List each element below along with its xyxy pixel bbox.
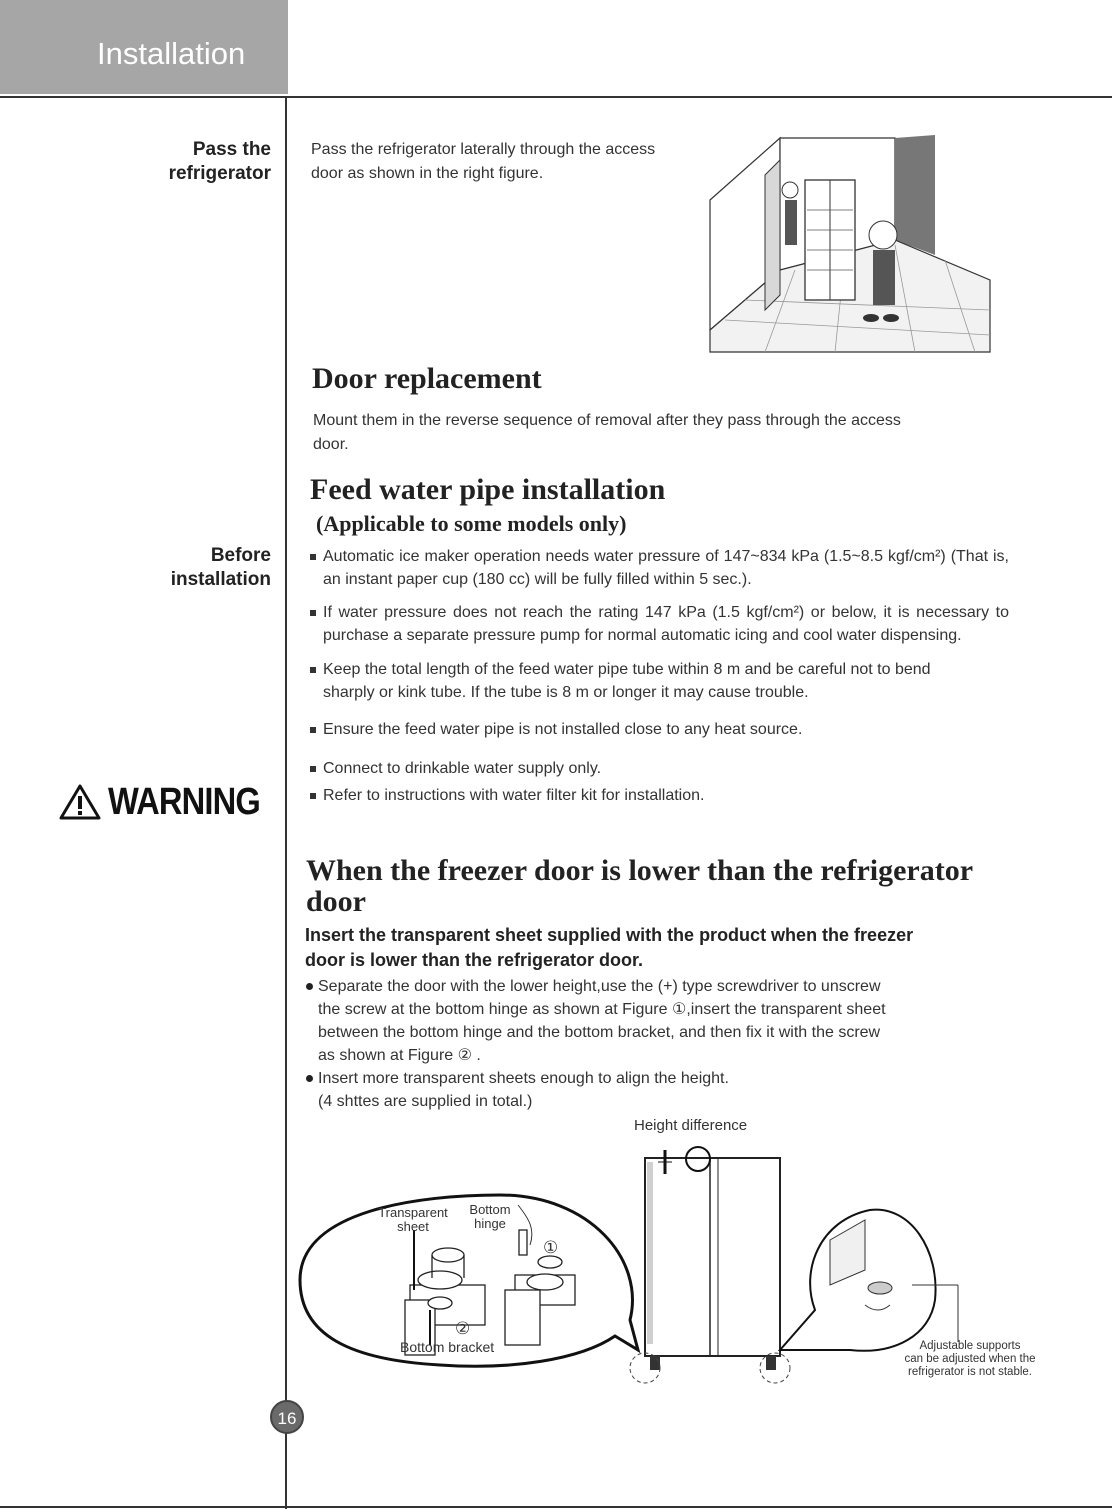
section-title: Installation	[97, 36, 246, 71]
warning-triangle-icon	[58, 783, 102, 821]
pass-text	[311, 138, 701, 186]
transparent-sheet-label	[368, 1206, 458, 1234]
freezer-door-steps	[306, 975, 1026, 1113]
marker-one: ①	[543, 1238, 559, 1257]
feed-water-subtitle: (Applicable to some models only)	[316, 511, 627, 536]
adjustable-supports-label	[880, 1340, 1060, 1379]
step-item	[306, 975, 1026, 1067]
bottom-bracket-label: Bottom bracket	[400, 1339, 495, 1355]
warning-label	[58, 782, 285, 822]
list-item: Ensure the feed water pipe is not installed close to any heat source.	[309, 718, 1009, 741]
label-line: Transparent	[378, 1205, 448, 1220]
footer-divider	[0, 1506, 1112, 1508]
instruction-line: Insert the transparent sheet supplied with the product when the freezer	[305, 925, 914, 945]
door-replacement-line: door.	[313, 436, 349, 453]
side-label-line: Before	[210, 545, 271, 566]
side-label-before	[171, 544, 271, 592]
feed-water-title: Feed water pipe installation	[310, 473, 666, 506]
side-label-line: refrigerator	[168, 163, 271, 184]
header-divider	[0, 96, 1112, 98]
pass-text-line: Pass the refrigerator laterally through the access	[311, 141, 656, 158]
page-number: 16	[270, 1400, 304, 1434]
step-line: Insert more transparent sheets enough to align the height.	[318, 1070, 729, 1087]
label-line: hinge	[474, 1216, 506, 1231]
list-item: If water pressure does not reach the rating 147 kPa (1.5 kgf/cm²) or below, it is necessary to purchase a separate pressure pump for normal automatic icing and cool water dispensing.	[309, 601, 1009, 647]
label-line: Bottom	[469, 1202, 511, 1217]
instruction-line: door is lower than the refrigerator door.	[305, 950, 644, 970]
warning-text: WARNING	[108, 780, 260, 823]
step-line: (4 shttes are supplied in total.)	[318, 1093, 533, 1110]
freezer-door-instruction	[305, 923, 1045, 973]
step-line: Separate the door with the lower height,use the (+) type screwdriver to unscrew	[318, 978, 881, 995]
door-replacement-line: Mount them in the reverse sequence of removal after they pass through the access	[313, 412, 901, 429]
side-label-line: Pass the	[192, 139, 271, 160]
label-line: can be adjusted when the	[904, 1353, 1036, 1365]
side-label-pass	[169, 138, 271, 186]
label-line: sheet	[397, 1219, 429, 1234]
bottom-hinge-label	[460, 1203, 520, 1231]
freezer-door-title	[306, 855, 1066, 917]
door-replacement-title: Door replacement	[312, 362, 542, 395]
feed-water-bullets	[309, 545, 1009, 807]
step-line: the screw at the bottom hinge as shown at Figure ①,insert the transparent sheet	[318, 1001, 886, 1018]
pass-text-line: door as shown in the right figure.	[311, 165, 544, 182]
section-header-tab	[0, 0, 288, 94]
freezer-door-title-line: When the freezer door is lower than the refrigerator	[306, 854, 974, 887]
freezer-door-title-line: door	[306, 885, 366, 918]
step-item	[306, 1067, 1026, 1113]
side-label-line: installation	[170, 569, 271, 590]
list-item: Connect to drinkable water supply only.	[309, 757, 1009, 780]
step-line: between the bottom hinge and the bottom bracket, and then fix it with the screw	[318, 1024, 881, 1041]
list-item: Automatic ice maker operation needs water pressure of 147~834 kPa (1.5~8.5 kgf/cm²) (That is, an instant paper cup (180 cc) will be fully filled within 5 sec.).	[309, 545, 1009, 591]
label-line: Adjustable supports	[919, 1340, 1021, 1352]
pass-refrigerator-illustration	[705, 130, 995, 358]
marker-two: ②	[455, 1319, 471, 1338]
step-line: as shown at Figure ② .	[318, 1047, 481, 1064]
label-line: refrigerator is not stable.	[907, 1366, 1032, 1378]
door-replacement-text	[313, 409, 1013, 457]
column-divider	[285, 96, 287, 1509]
list-item: Keep the total length of the feed water pipe tube within 8 m and be careful not to bend sharply or kink tube. If the tube is 8 m or longer it may cause trouble.	[309, 658, 1009, 704]
height-difference-label: Height difference	[634, 1117, 748, 1134]
list-item: Refer to instructions with water filter kit for installation.	[309, 784, 1009, 807]
